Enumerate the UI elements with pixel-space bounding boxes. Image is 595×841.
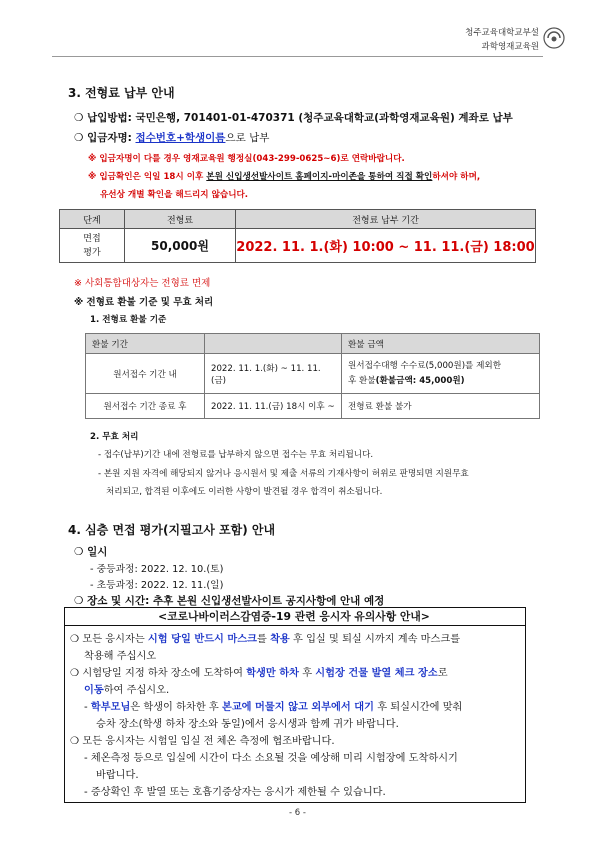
covid-title: <코로나바이러스감염증-19 관련 응시자 유의사항 안내> [158,610,430,623]
refund-title: ※ 전형료 환불 기준 및 무효 처리 [74,297,214,308]
depositor-suffix: 으로 납부 [225,132,270,144]
note-confirm-d: 유선상 개별 확인을 해드리지 않습니다. [100,190,249,200]
refund-r1-period: 원서접수 기간 내 [86,354,205,394]
fee-th-fee: 전형료 [125,210,236,229]
header-line1: 청주교육대학교부설 [465,28,539,38]
covid-p1e: 후 입실 및 퇴실 시까지 계속 마스크를 [289,634,461,645]
covid-p2a: ❍ 시험당일 지정 하차 장소에 도착하여 [70,668,247,679]
covid-p2f: 이동 [84,685,104,696]
refund-th-period: 환불 기간 [86,334,205,354]
covid-p3b: 학부모님 [90,702,131,713]
logo-icon [543,27,565,49]
covid-p3f: 승차 장소(학생 하차 장소와 동일)에서 응시생과 함께 귀가 바랍니다. [96,719,399,730]
note-confirm-b: 본원 신입생선발사이트 홈페이지-마이존을 통하여 직접 확인 [206,172,433,182]
date-elementary: - 초등과정: 2022. 12. 11.(일) [90,580,224,591]
refund-r2-period: 원서접수 기간 종료 후 [86,394,205,419]
covid-p1c: 를 [256,634,271,645]
header-line2: 과학영재교육원 [481,42,539,52]
place-time: ❍ 장소 및 시간: 추후 본원 신입생선발사이트 공지사항에 안내 예정 [74,595,385,607]
covid-p3 [84,698,462,713]
covid-p5: - 체온측정 등으로 입실에 시간이 다소 소요될 것을 예상해 미리 시험장에 도착하시기 [84,753,458,764]
refund-r2-dates: 2022. 11. 11.(금) 18시 이후 ~ [205,394,342,419]
covid-p2d: 시험장 건물 발열 체크 장소 [315,668,438,679]
covid-p2-line2 [84,681,169,696]
refund-r1-dates: 2022. 11. 1.(화) ~ 11. 11.(금) [205,354,342,394]
note-confirm-c: 하셔야 하며, [432,172,481,182]
refund-r1-amount [342,354,540,394]
fee-stage: 면접 평가 [60,229,125,263]
covid-p1f: 착용해 주십시오 [84,651,157,662]
payment-method: ❍ 납입방법: 국민은행, 701401-01-470371 (청주교육대학교(과학영재교육원) 계좌로 납부 [74,112,513,124]
covid-p3e: 후 퇴실시간에 맞춰 [373,702,463,713]
page-number: - 6 - [289,808,306,818]
covid-p2b: 학생만 하차 [246,668,299,679]
covid-p2g: 하여 주십시오. [103,685,170,696]
note-confirm-a: ※ 입금확인은 익일 18시 이후 [88,172,207,182]
covid-p1a: ❍ 모든 응시자는 [70,634,148,645]
date-secondary: - 중등과정: 2022. 12. 10.(토) [90,564,224,575]
depositor-name-line [74,130,269,145]
note-confirm [88,170,480,182]
invalid-line2: - 본원 지원 자격에 해당되지 않거나 응시원서 및 제출 서류의 기재사항이 허위로 판명되면 지원무효 [98,469,469,479]
covid-p3a: - [84,702,91,713]
refund-r1-amount-c: (환불금액: 45,000원) [375,375,465,386]
refund-table [85,333,540,419]
refund-r1-amount-b: 후 환불 [348,375,376,386]
section3-title: 3. 전형료 납부 안내 [68,86,175,100]
note-depositor: ※ 입금자명이 다를 경우 영재교육원 행정실(043-299-0625~6)로 연락바랍니다. [88,154,405,164]
refund-th-amount: 환불 금액 [342,334,540,354]
refund-r2-amount: 전형료 환불 불가 [342,394,540,419]
section4-title: 4. 심층 면접 평가(지필고사 포함) 안내 [68,523,276,537]
fee-th-stage: 단계 [60,210,125,229]
refund-r1-amount-a: 원서접수대행 수수료(5,000원)를 제외한 [348,360,501,371]
covid-p3d: 본교에 머물지 않고 외부에서 대기 [221,702,374,713]
date-label: ❍ 일시 [74,546,108,558]
covid-title-divider [64,625,526,626]
header-divider [52,56,543,57]
fee-period: 2022. 11. 1.(화) 10:00 ~ 11. 11.(금) 18:00 [236,229,536,263]
covid-p2c: 후 [298,668,316,679]
covid-p4: ❍ 모든 응시자는 시험일 입실 전 체온 측정에 협조바랍니다. [70,736,335,747]
covid-p3c: 은 학생이 하차한 후 [130,702,222,713]
fee-amount: 50,000원 [125,229,236,263]
invalid-line1: - 접수(납부)기간 내에 전형료를 납부하지 않으면 접수는 무효 처리됩니다. [98,450,374,460]
covid-p5b: 바랍니다. [96,770,139,781]
exempt-note: ※ 사회통합대상자는 전형료 면제 [74,278,211,289]
covid-p2e: 로 [437,668,448,679]
depositor-value: 접수번호+학생이름 [135,132,226,144]
invalid-line3: 처리되고, 합격된 이후에도 이러한 사항이 발견될 경우 합격이 취소됩니다. [106,487,383,497]
fee-th-period: 전형료 납부 기간 [236,210,536,229]
invalid-title: 2. 무효 처리 [90,432,139,442]
refund-th-blank [205,334,342,354]
fee-table [59,209,536,263]
covid-p6: - 증상확인 후 발열 또는 호흡기증상자는 응시가 제한될 수 있습니다. [84,787,386,798]
covid-p1d: 착용 [270,634,290,645]
depositor-label: ❍ 입금자명: [74,132,136,144]
refund-sub1: 1. 전형료 환불 기준 [90,315,167,325]
covid-p1 [70,630,460,645]
covid-p2 [70,664,448,679]
header-org [465,26,539,54]
covid-p1b: 시험 당일 반드시 마스크 [147,634,257,645]
